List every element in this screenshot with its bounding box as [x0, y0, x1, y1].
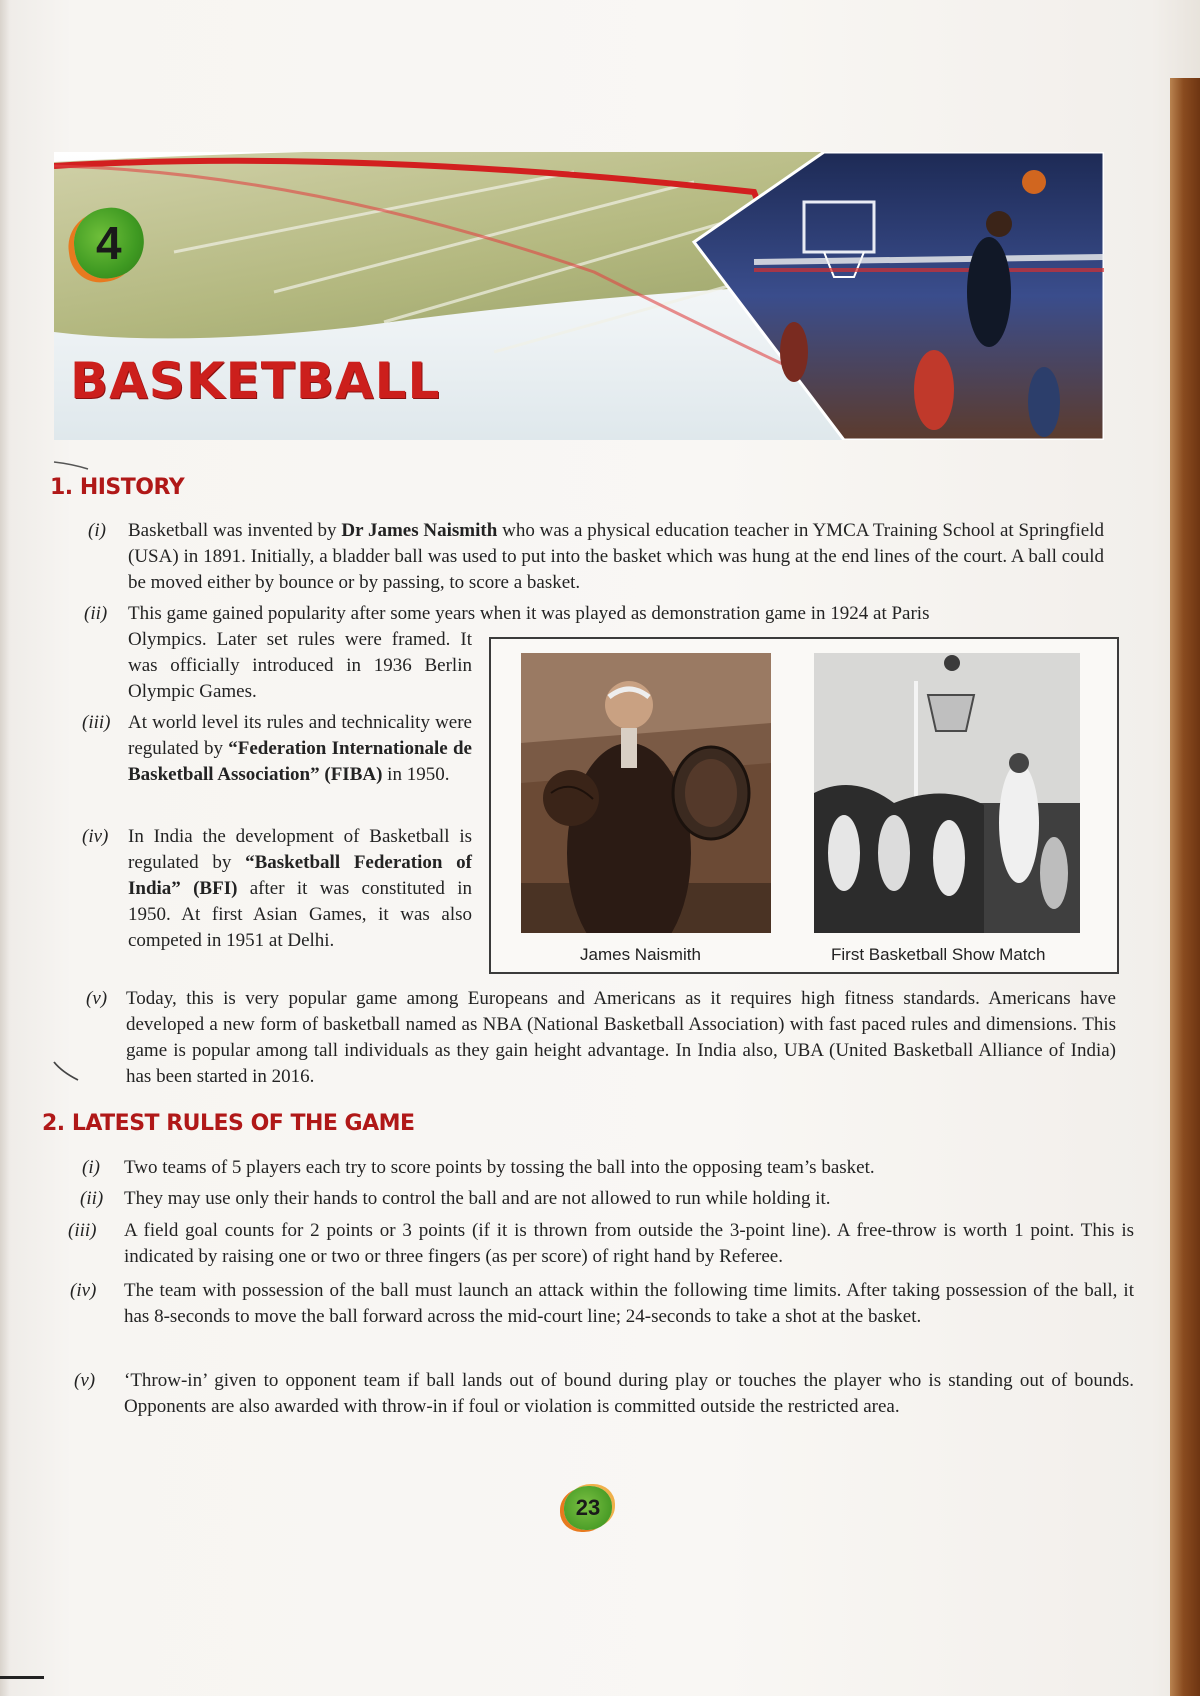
- item-number: (ii): [80, 1188, 104, 1209]
- pen-mark: [52, 458, 92, 472]
- rules-item-5: ‘Throw-in’ given to opponent team if ball lands out of bound during play or touches the player who is standing out of bounds. Opponents are also awarded with throw-in if foul or violation is committed outside the restricted area.: [124, 1370, 1134, 1417]
- section-heading-rules: 2. LATEST RULES OF THE GAME: [42, 1111, 415, 1136]
- pen-mark: [52, 1060, 82, 1082]
- photo-first-basketball-match: [814, 653, 1080, 933]
- caption-first-basketball-match: First Basketball Show Match: [831, 945, 1046, 964]
- history-item-1: Basketball was invented by Dr James Naismith who was a physical education teacher in YMCA Training School at Springfield (USA) in 1891. Initially, a bladder ball was used to put into the basket which was hung at the end lines of the court. A ball could be moved either by bounce or by passing, to score a basket.: [128, 520, 1104, 593]
- page-number: 23: [575, 1495, 601, 1520]
- item-number: (iv): [70, 1280, 97, 1301]
- history-item-3: At world level its rules and technicality were regulated by “Federation Internationale de Basketball Association” (FIBA) in 1950.: [128, 712, 472, 785]
- item-number: (iii): [82, 712, 111, 733]
- rules-item-4: The team with possession of the ball must launch an attack within the following time limits. After taking possession of the ball, it has 8-seconds to move the ball forward across the mid-court line; 24-seconds to take a shot at the basket.: [124, 1280, 1134, 1327]
- history-item-5: Today, this is very popular game among Europeans and Americans as it requires high fitness standards. Americans have developed a new form of basketball named as NBA (National Basketball Association) with fast paced rules and dimensions. This game is popular among tall individuals as they gain height advantage. In India also, UBA (United Basketball Alliance of India) has been started in 2016.: [126, 988, 1116, 1087]
- chapter-number: 4: [96, 217, 122, 269]
- figure-box: [489, 637, 1119, 974]
- history-item-2-line1: This game gained popularity after some years when it was played as demonstration game in 1924 at Paris: [128, 603, 930, 624]
- item-number: (v): [74, 1370, 96, 1391]
- book-cover-edge: [1170, 78, 1200, 1696]
- item-number: (iii): [68, 1220, 97, 1241]
- page-edge-mark: [0, 1676, 44, 1679]
- item-number: (ii): [84, 603, 108, 624]
- rules-item-1: Two teams of 5 players each try to score points by tossing the ball into the opposing team’s basket.: [124, 1157, 875, 1178]
- rules-item-2: They may use only their hands to control the ball and are not allowed to run while holding it.: [124, 1188, 831, 1209]
- item-number: (iv): [82, 826, 109, 847]
- history-item-4: In India the development of Basketball is regulated by “Basketball Federation of India” (BFI) after it was constituted in 1950. At first Asian Games, it was also competed in 1951 at Delhi.: [128, 826, 472, 951]
- history-item-2-rest: Olympics. Later set rules were framed. It was officially introduced in 1936 Berlin Olympic Games.: [128, 629, 472, 702]
- caption-james-naismith: James Naismith: [580, 945, 701, 964]
- item-number: (i): [82, 1157, 100, 1178]
- rules-item-3: A field goal counts for 2 points or 3 points (if it is thrown from outside the 3-point line). A free-throw is worth 1 point. This is indicated by raising one or two or three fingers (as per score) of right hand by Referee.: [124, 1220, 1134, 1267]
- photo-james-naismith: [521, 653, 771, 933]
- page-gutter-shadow: [0, 0, 10, 1696]
- item-number: (i): [88, 520, 106, 541]
- item-number: (v): [86, 988, 108, 1009]
- chapter-banner: [54, 152, 1104, 440]
- page-number-badge: [564, 1486, 612, 1530]
- chapter-title: BASKETBALL: [70, 352, 441, 410]
- section-heading-history: 1. HISTORY: [50, 475, 185, 500]
